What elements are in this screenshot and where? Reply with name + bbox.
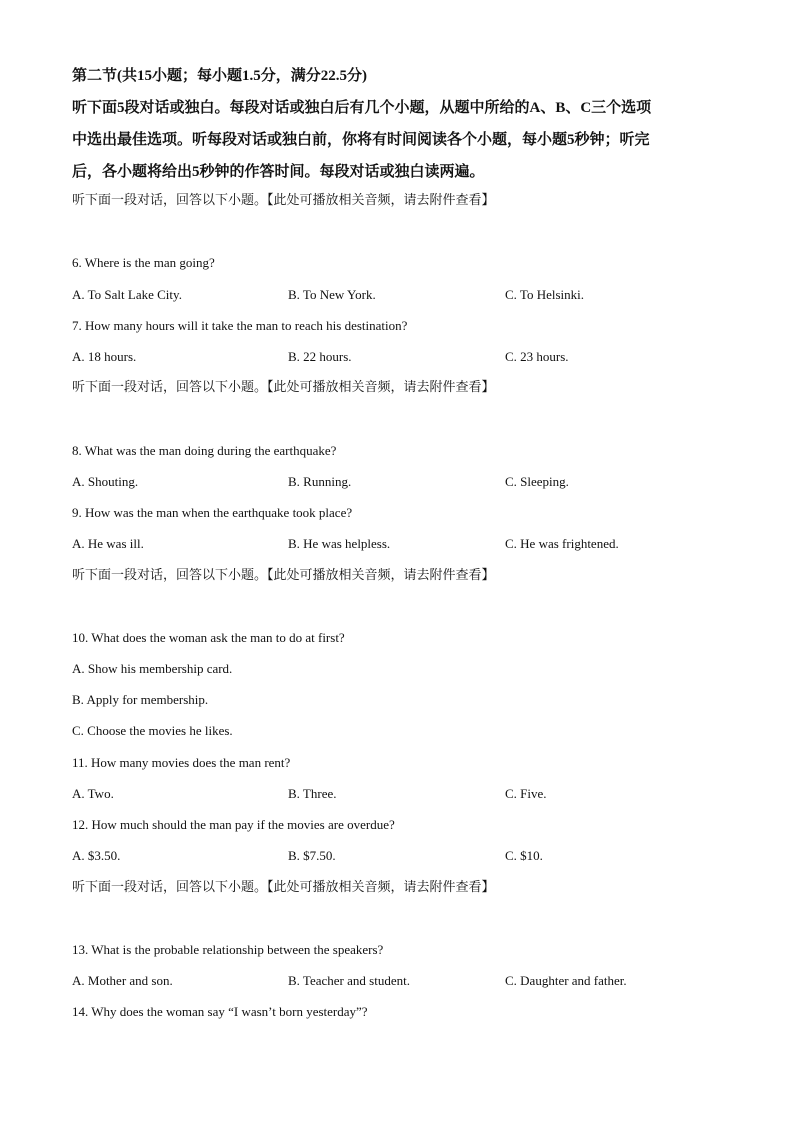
audio-instruction: 听下面一段对话，回答以下小题。【此处可播放相关音频，请去附件查看】 — [72, 880, 495, 895]
section-title: 第二节(共15小题；每小题1.5分，满分22.5分) — [72, 68, 367, 84]
option-b: B. Three. — [288, 786, 337, 801]
option-a: A. Shouting. — [72, 474, 139, 489]
option-b: B. To New York. — [288, 287, 376, 302]
option-c: C. Five. — [505, 786, 547, 801]
question-14: 14. Why does the woman say “I wasn’t born yesterday”? — [72, 1004, 368, 1019]
option-b: B. $7.50. — [288, 848, 336, 863]
option-c: C. 23 hours. — [505, 349, 569, 364]
option-b: B. 22 hours. — [288, 349, 352, 364]
section-directions-line-1: 听下面5段对话或独白。每段对话或独白后有几个小题，从题中所给的A、B、C三个选项 — [72, 100, 652, 116]
section-directions-line-2: 中选出最佳选项。听每段对话或独白前，你将有时间阅读各个小题，每小题5秒钟；听完 — [72, 132, 650, 148]
audio-instruction: 听下面一段对话，回答以下小题。【此处可播放相关音频，请去附件查看】 — [72, 568, 495, 583]
option-a: A. $3.50. — [72, 848, 121, 863]
option-c: C. Sleeping. — [505, 474, 569, 489]
section-directions-line-3: 后，各小题将给出5秒钟的作答时间。每段对话或独白读两遍。 — [72, 164, 485, 180]
question-12: 12. How much should the man pay if the movies are overdue? — [72, 817, 395, 832]
option-a: A. To Salt Lake City. — [72, 287, 182, 302]
question-7: 7. How many hours will it take the man to reach his destination? — [72, 318, 408, 333]
option-a: A. Two. — [72, 786, 114, 801]
question-10-option-a: A. Show his membership card. — [72, 661, 233, 676]
question-9: 9. How was the man when the earthquake took place? — [72, 505, 353, 520]
option-b: B. Running. — [288, 474, 352, 489]
audio-instruction: 听下面一段对话，回答以下小题。【此处可播放相关音频，请去附件查看】 — [72, 380, 495, 395]
option-c: C. Daughter and father. — [505, 973, 627, 988]
question-8: 8. What was the man doing during the earthquake? — [72, 443, 337, 458]
question-10: 10. What does the woman ask the man to do at first? — [72, 630, 345, 645]
option-c: C. He was frightened. — [505, 536, 619, 551]
option-c: C. $10. — [505, 848, 543, 863]
option-b: B. He was helpless. — [288, 536, 391, 551]
option-c: C. To Helsinki. — [505, 287, 585, 302]
audio-instruction: 听下面一段对话，回答以下小题。【此处可播放相关音频，请去附件查看】 — [72, 193, 495, 208]
question-6: 6. Where is the man going? — [72, 255, 215, 270]
question-11: 11. How many movies does the man rent? — [72, 755, 291, 770]
question-10-option-b: B. Apply for membership. — [72, 692, 209, 707]
option-a: A. 18 hours. — [72, 349, 137, 364]
option-b: B. Teacher and student. — [288, 973, 410, 988]
option-a: A. He was ill. — [72, 536, 144, 551]
question-13: 13. What is the probable relationship between the speakers? — [72, 942, 384, 957]
question-10-option-c: C. Choose the movies he likes. — [72, 723, 233, 738]
option-a: A. Mother and son. — [72, 973, 173, 988]
